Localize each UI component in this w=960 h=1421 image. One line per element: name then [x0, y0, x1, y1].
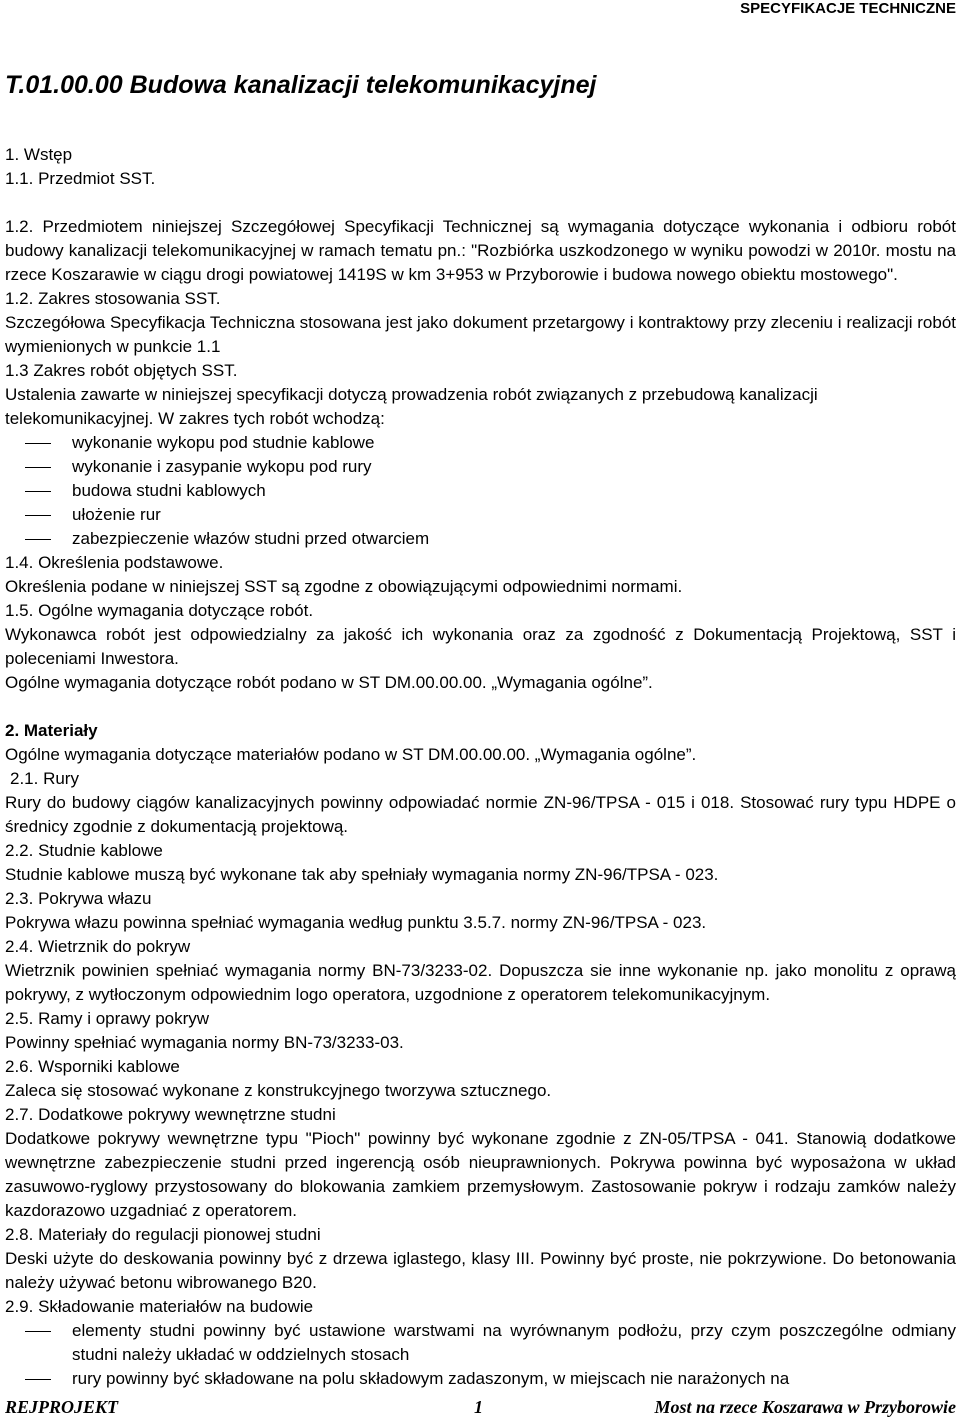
- subsection-2-9-heading: 2.9. Składowanie materiałów na budowie: [5, 1297, 314, 1316]
- subsection-2-3-heading: 2.3. Pokrywa włazu: [5, 889, 152, 908]
- subsection-2-4-body: Wietrznik powinien spełniać wymagania normy BN-73/3233-02. Dopuszcza sie inne wykonanie np. jako monolitu z oprawą pokrywy, z wytłoczonym odpowiednim logo operatora, uzgodnione z operatorem telekomunikacyjnym.: [5, 961, 956, 1004]
- subsection-2-2-body: Studnie kablowe muszą być wykonane tak aby spełniały wymagania normy ZN-96/TPSA - 023.: [5, 865, 719, 884]
- section-2-heading: 2. Materiały: [5, 721, 98, 740]
- subsection-2-1-heading: 2.1. Rury: [10, 769, 79, 788]
- subsection-2-2-heading: 2.2. Studnie kablowe: [5, 841, 163, 860]
- spacer: [5, 191, 956, 215]
- subsection-1-1-heading: 1.1. Przedmiot SST.: [5, 169, 156, 188]
- subsection-1-4-heading: 1.4. Określenia podstawowe.: [5, 553, 224, 572]
- subsection-1-2-body: Szczegółowa Specyfikacja Techniczna stosowana jest jako dokument przetargowy i kontraktowy przy zleceniu i realizacji robót wymienionych w punkcie 1.1: [5, 313, 956, 356]
- subsection-1-5-body: Wykonawca robót jest odpowiedzialny za jakość ich wykonania oraz za zgodność z Dokumentacją Projektową, SST i poleceniami Inwestora.: [5, 625, 956, 668]
- subsection-1-3-body: Ustalenia zawarte w niniejszej specyfikacji dotyczą prowadzenia robót związanych z przebudową kanalizacji telekomunikacyjnej. W zakres tych robót wchodzą:: [5, 385, 818, 428]
- list-item: elementy studni powinny być ustawione warstwami na wyrównanym podłożu, przy czym poszczególne odmiany studni należy układać w oddzielnych stosach: [5, 1319, 956, 1367]
- subsection-1-2-paragraph: 1.2. Przedmiotem niniejszej Szczegółowej Specyfikacji Technicznej są wymagania dotyczące wykonania i odbioru robót budowy kanalizacji telekomunikacyjnej w ramach tematu pn.: "Rozbiórka uszkodzonego w wyniku powodzi w 2010r. mostu na rzece Koszarawie w ciągu drogi powiatowej 1419S w km 3+953 w Przyborowie i budowa nowego obiektu mostowego".: [5, 217, 956, 284]
- scope-list: [5, 431, 956, 551]
- page-footer: [0, 1397, 960, 1421]
- list-item: wykonanie wykopu pod studnie kablowe: [5, 431, 956, 455]
- subsection-2-6-heading: 2.6. Wsporniki kablowe: [5, 1057, 180, 1076]
- subsection-1-5-heading: 1.5. Ogólne wymagania dotyczące robót.: [5, 601, 314, 620]
- subsection-2-7-heading: 2.7. Dodatkowe pokrywy wewnętrzne studni: [5, 1105, 336, 1124]
- subsection-2-3-body: Pokrywa włazu powinna spełniać wymagania według punktu 3.5.7. normy ZN-96/TPSA - 023.: [5, 913, 707, 932]
- section-2-intro: Ogólne wymagania dotyczące materiałów podano w ST DM.00.00.00. „Wymagania ogólne”.: [5, 745, 697, 764]
- footer-project: Most na rzece Koszarawa w Przyborowie: [654, 1397, 956, 1417]
- list-item: zabezpieczenie włazów studni przed otwarciem: [5, 527, 956, 551]
- subsection-2-5-body: Powinny spełniać wymagania normy BN-73/3233-03.: [5, 1033, 404, 1052]
- storage-list: [5, 1319, 956, 1391]
- subsection-2-1-body: Rury do budowy ciągów kanalizacyjnych powinny odpowiadać normie ZN-96/TPSA - 015 i 018. Stosować rury typu HDPE o średnicy zgodnie z dokumentacją projektową.: [5, 793, 956, 836]
- subsection-2-7-body: Dodatkowe pokrywy wewnętrzne typu "Pioch" powinny być wykonane zgodnie z ZN-05/TPSA - 041. Stanowią dodatkowe wewnętrzne zabezpieczenie studni przed ingerencją osób nieuprawnionych. Pokrywa powinna być wyposażona w układ zasuwowo-ryglowy przystosowany do blokowania zamkiem przemysłowym. Zastosowanie pokryw i rodzaju zamków należy kazdorazowo uzgadniać z operatorem.: [5, 1129, 956, 1220]
- subsection-1-4-body: Określenia podane w niniejszej SST są zgodne z obowiązującymi odpowiednimi normami.: [5, 577, 683, 596]
- section-1-heading: 1. Wstęp: [5, 145, 73, 164]
- subsection-2-5-heading: 2.5. Ramy i oprawy pokryw: [5, 1009, 210, 1028]
- subsection-2-8-heading: 2.8. Materiały do regulacji pionowej studni: [5, 1225, 321, 1244]
- subsection-2-4-heading: 2.4. Wietrznik do pokryw: [5, 937, 191, 956]
- header-doc-type: SPECYFIKACJE TECHNICZNE: [740, 0, 956, 17]
- subsection-1-5-body-2: Ogólne wymagania dotyczące robót podano w ST DM.00.00.00. „Wymagania ogólne”.: [5, 673, 653, 692]
- subsection-2-6-body: Zaleca się stosować wykonane z konstrukcyjnego tworzywa sztucznego.: [5, 1081, 552, 1100]
- list-item: rury powinny być składowane na polu składowym zadaszonym, w miejscach nie narażonych na: [5, 1367, 956, 1391]
- document-body: [5, 143, 956, 1391]
- list-item: ułożenie rur: [5, 503, 956, 527]
- footer-page-number: 1: [474, 1397, 483, 1417]
- list-item: wykonanie i zasypanie wykopu pod rury: [5, 455, 956, 479]
- list-item: budowa studni kablowych: [5, 479, 956, 503]
- document-title: T.01.00.00 Budowa kanalizacji telekomunikacyjnej: [5, 71, 597, 99]
- footer-company: REJPROJEKT: [5, 1397, 119, 1417]
- subsection-1-2-heading: 1.2. Zakres stosowania SST.: [5, 289, 221, 308]
- subsection-2-8-body: Deski użyte do deskowania powinny być z drzewa iglastego, klasy III. Powinny być proste, nie pokrzywione. Do betonowania należy używać betonu wibrowanego B20.: [5, 1249, 956, 1292]
- subsection-1-3-heading: 1.3 Zakres robót objętych SST.: [5, 361, 238, 380]
